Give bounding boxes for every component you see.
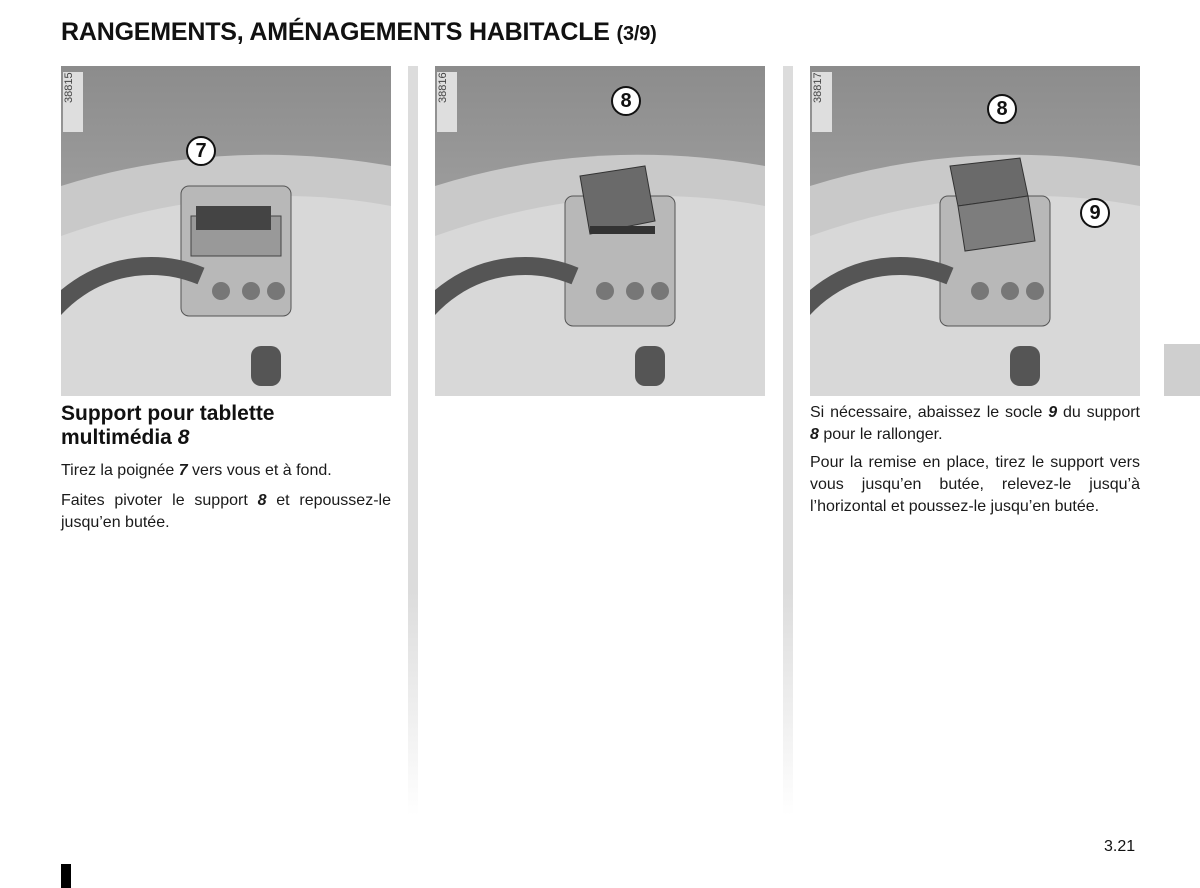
figure-38817 xyxy=(810,66,1140,396)
figure-number: 38816 xyxy=(437,72,457,132)
page-title-ref: (3/9) xyxy=(616,23,657,45)
callout-8: 8 xyxy=(611,86,641,116)
text-span: pour le rallonger. xyxy=(818,426,943,443)
section-heading-text: Support pour tablette multimédia xyxy=(61,402,275,449)
column-divider-1 xyxy=(408,66,418,816)
dashboard-illustration xyxy=(61,66,391,396)
section-heading-ref: 8 xyxy=(177,426,190,449)
figure-38815 xyxy=(61,66,391,396)
instruction-paragraph-4: Pour la remise en place, tirez le support vers vous jusqu’en butée, relevez-le jusqu’à l’horizontal et poussez-le jusqu’en butée. xyxy=(810,454,1140,515)
instruction-paragraph-3 xyxy=(810,402,1140,446)
dashboard-illustration xyxy=(810,66,1140,396)
instruction-paragraph-2 xyxy=(61,490,391,534)
text-span: Si nécessaire, abaissez le socle xyxy=(810,404,1049,421)
figure-number: 38817 xyxy=(812,72,832,132)
page-title-text: RANGEMENTS, AMÉNAGEMENTS HABITACLE xyxy=(61,18,610,46)
page-title xyxy=(61,18,657,47)
text-span: Faites pivoter le support xyxy=(61,492,258,509)
column-divider-2 xyxy=(783,66,793,816)
callout-7: 7 xyxy=(186,136,216,166)
edge-mark xyxy=(61,864,71,888)
dashboard-illustration xyxy=(435,66,765,396)
text-span: du support xyxy=(1057,404,1140,421)
section-heading xyxy=(61,402,391,450)
instruction-paragraph-1 xyxy=(61,460,391,482)
callout-ref-8: 8 xyxy=(810,426,819,443)
callout-8: 8 xyxy=(987,94,1017,124)
page-number: 3.21 xyxy=(1104,838,1136,855)
figure-number: 38815 xyxy=(63,72,83,132)
figure-38816 xyxy=(435,66,765,396)
text-span: vers vous et à fond. xyxy=(187,462,332,479)
callout-ref-8: 8 xyxy=(257,492,267,509)
chapter-tab xyxy=(1164,344,1200,396)
text-span: et repoussez-le jusqu’en butée. xyxy=(61,492,391,531)
callout-ref-9: 9 xyxy=(1048,404,1058,421)
text-span: Tirez la poignée xyxy=(61,462,179,479)
callout-9: 9 xyxy=(1080,198,1110,228)
callout-ref-7: 7 xyxy=(178,462,188,479)
